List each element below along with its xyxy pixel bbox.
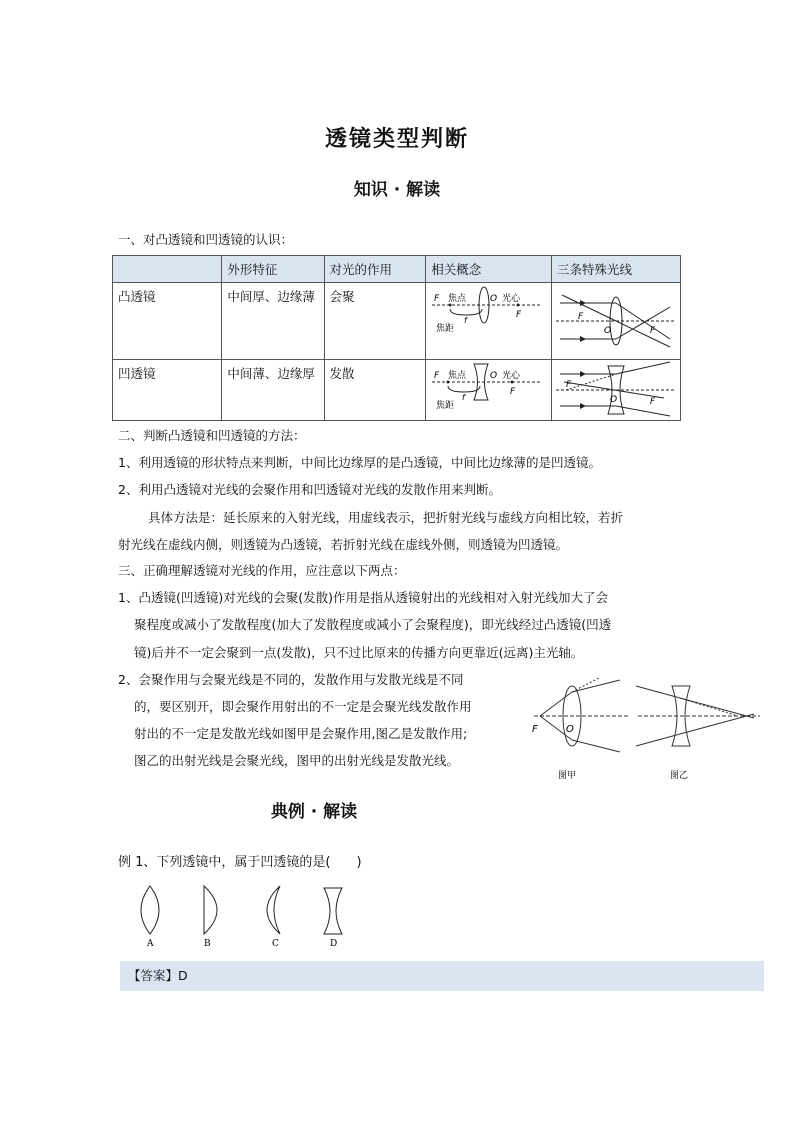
- answer-box: 【答案】D: [120, 961, 764, 991]
- label-f2: F: [516, 310, 522, 320]
- option-label: B: [204, 939, 211, 949]
- figure-jia-yi: [528, 678, 764, 782]
- table-header-cell: 对光的作用: [324, 256, 426, 283]
- label-o: O: [610, 395, 618, 405]
- label-f: F: [434, 371, 440, 381]
- table-header-row: [113, 256, 681, 283]
- label-f-small: f: [464, 316, 468, 325]
- option-label: C: [272, 939, 279, 949]
- label-f2: F: [510, 387, 516, 397]
- label-f: F: [434, 294, 440, 304]
- convex-rays-diagram: [552, 283, 681, 360]
- row-name: 凹透镜: [113, 360, 222, 421]
- label-f-small: f: [462, 393, 466, 402]
- table-header-cell: [113, 256, 222, 283]
- label-focus: 焦点: [448, 294, 467, 304]
- row-name: 凸透镜: [113, 283, 222, 360]
- table-header-cell: 三条特殊光线: [552, 256, 681, 283]
- point-1-line-1: 1、凸透镜(凹透镜)对光线的会聚(发散)作用是指从透镜射出的光线相对入射光线加大了会: [118, 590, 608, 605]
- table-header-cell: 外形特征: [222, 256, 324, 283]
- lens-table: [112, 255, 681, 421]
- label-o: O: [566, 724, 574, 735]
- heading-3: 三、正确理解透镜对光线的作用，应注意以下两点：: [118, 563, 406, 578]
- point-2-line-4: 图乙的出射光线是会聚光线，图甲的出射光线是发散光线。: [134, 753, 460, 768]
- row-shape: 中间薄、边缘厚: [222, 360, 324, 421]
- method-detail-2: 射光线在虚线内侧，则透镜为凸透镜，若折射光线在虚线外侧，则透镜为凹透镜。: [118, 537, 569, 552]
- label-f2: F: [650, 326, 656, 336]
- label-f: F: [578, 312, 584, 322]
- section-heading-knowledge: 知识 · 解读: [353, 180, 441, 200]
- label-o: O: [604, 326, 612, 336]
- option-d-biconcave-lens: [324, 888, 342, 949]
- option-c-meniscus-lens: [267, 886, 280, 949]
- method-detail-1: 具体方法是：延长原来的入射光线，用虚线表示，把折射光线与虚线方向相比较，若折: [148, 510, 624, 525]
- point-2-line-3: 射出的不一定是发散光线如图甲是会聚作用,图乙是发散作用;: [134, 726, 468, 741]
- label-f: F: [566, 380, 572, 390]
- label-center: 光心: [502, 294, 521, 304]
- page-title: 透镜类型判断: [324, 127, 469, 152]
- row-effect: 发散: [324, 360, 426, 421]
- label-focus: 焦点: [448, 371, 467, 381]
- concave-concept-diagram: [426, 360, 552, 421]
- label-center: 光心: [502, 371, 521, 381]
- method-2: 2、利用凸透镜对光线的会聚作用和凹透镜对光线的发散作用来判断。: [118, 482, 501, 497]
- label-o: O: [490, 294, 498, 304]
- point-1-line-3: 镜)后并不一定会聚到一点(发散)，只不过比原来的传播方向更靠近(远离)主光轴。: [134, 645, 584, 660]
- lens-options: [130, 882, 360, 952]
- row-shape: 中间厚、边缘薄: [222, 283, 324, 360]
- concave-rays-diagram: [552, 360, 681, 421]
- heading-2: 二、判断凸透镜和凹透镜的方法：: [118, 428, 306, 443]
- table-row: [113, 360, 681, 421]
- label-jia: 图甲: [558, 771, 577, 781]
- section-heading-examples: 典例 · 解读: [270, 802, 358, 822]
- point-1-line-2: 聚程度或减小了发散程度(加大了发散程度或减小了会聚程度)，即光线经过凸透镜(凹透: [134, 617, 612, 632]
- method-1: 1、利用透镜的形状特点来判断，中间比边缘厚的是凸透镜，中间比边缘薄的是凹透镜。: [118, 455, 601, 470]
- convex-concept-diagram: [426, 283, 552, 360]
- label-focal: 焦距: [436, 324, 455, 334]
- heading-1: 一、对凸透镜和凹透镜的认识：: [118, 232, 294, 247]
- option-b-planoconvex-lens: [204, 886, 217, 949]
- option-label: A: [147, 939, 154, 949]
- option-a-biconvex-lens: [141, 886, 159, 949]
- example-1-question: 例 1、下列透镜中，属于凹透镜的是( ): [118, 855, 362, 870]
- option-label: D: [330, 939, 338, 949]
- label-yi: 图乙: [670, 771, 689, 781]
- row-effect: 会聚: [324, 283, 426, 360]
- label-focal: 焦距: [436, 401, 455, 411]
- point-2-line-1: 2、会聚作用与会聚光线是不同的，发散作用与发散光线是不同: [118, 672, 464, 687]
- label-f: F: [532, 724, 538, 735]
- table-row: [113, 283, 681, 360]
- point-2-line-2: 的，要区别开，即会聚作用射出的不一定是会聚光线发散作用: [134, 699, 472, 714]
- label-o: O: [490, 371, 498, 381]
- label-f2: F: [650, 397, 656, 407]
- table-header-cell: 相关概念: [426, 256, 552, 283]
